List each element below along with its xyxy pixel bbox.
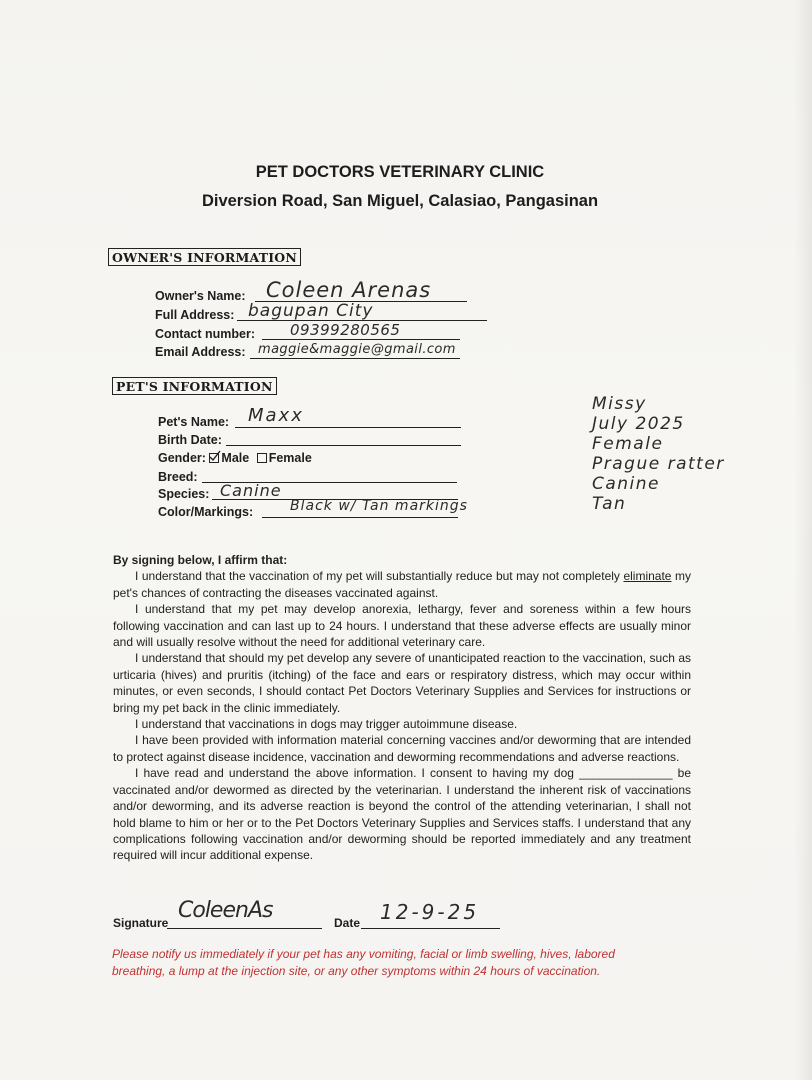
- consent-block: [113, 552, 691, 864]
- date-value[interactable]: 12-9-25: [380, 900, 480, 924]
- species-label: Species:: [158, 487, 210, 501]
- full-address-value[interactable]: bagupan City: [248, 301, 374, 321]
- consent-paragraph-2: I understand that my pet may develop anorexia, lethargy, fever and soreness within a few hours following vaccination and can last up to 24 hours. I understand that these adverse effects are usually minor and will usually resolve without the need for additional veterinary care.: [113, 602, 691, 650]
- pet-name-line: [235, 427, 461, 428]
- check-mark-icon: [209, 450, 221, 462]
- consent-paragraph-3: I understand that should my pet develop any severe of unanticipated reaction to the vaccination, such as urticaria (hives) and pruritis (itching) of the face and ears or respiratory distress, which may occur within minutes, or even seconds, I should contact Pet Doctors Veterinary Supplies and Services for instructions or bring my pet back in the clinic immediately.: [113, 651, 691, 715]
- gender-label: [158, 451, 312, 465]
- color-markings-line: [262, 517, 458, 518]
- email-address-line: [250, 358, 460, 359]
- page-edge-shadow: [794, 0, 812, 1080]
- side-note: Female: [592, 434, 664, 454]
- birth-date-line[interactable]: [226, 445, 461, 446]
- color-markings-label: Color/Markings:: [158, 505, 254, 519]
- owner-name-label: Owner's Name:: [155, 289, 246, 303]
- consent-paragraph-4: I understand that vaccinations in dogs may trigger autoimmune disease.: [135, 717, 518, 732]
- consent-paragraph-1: I understand that the vaccination of my pet will substantially reduce but may not completely eliminate my pet's chances of contracting the diseases vaccinated against.: [113, 569, 691, 600]
- clinic-name: PET DOCTORS VETERINARY CLINIC: [255, 163, 545, 181]
- email-address-value[interactable]: maggie&maggie@gmail.com: [258, 342, 456, 357]
- female-checkbox[interactable]: [257, 453, 267, 463]
- post-vaccination-notice: Please notify us immediately if your pet has any vomiting, facial or limb swelling, hives, labored breathing, a lump at the injection site, or any other symptoms within 24 hours of vaccination.: [112, 947, 615, 978]
- pet-name-value[interactable]: Maxx: [248, 405, 304, 426]
- side-note: Tan: [592, 494, 627, 514]
- owner-name-value[interactable]: Coleen Arenas: [266, 278, 432, 302]
- signature-line: [167, 928, 322, 929]
- male-option-label: Male: [221, 451, 250, 465]
- pet-section-title: PET'S INFORMATION: [112, 377, 277, 395]
- consent-paragraph-5: I have been provided with information material concerning vaccines and/or deworming that are intended to protect against disease incidence, vaccination and deworming recommendations and adverse reactions.: [113, 733, 691, 764]
- side-notes: [592, 394, 725, 514]
- email-address-label: Email Address:: [155, 345, 246, 359]
- owner-section-title: OWNER'S INFORMATION: [108, 248, 301, 266]
- contact-number-line: [262, 339, 460, 340]
- underlined-word: eliminate: [623, 569, 672, 584]
- side-note: Prague ratter: [592, 454, 725, 474]
- species-value[interactable]: Canine: [220, 481, 282, 500]
- side-note: Missy: [592, 394, 647, 414]
- contact-number-label: Contact number:: [155, 327, 255, 341]
- color-markings-value[interactable]: Black w/ Tan markings: [290, 498, 468, 514]
- side-note: Canine: [592, 474, 661, 494]
- clinic-address: Diversion Road, San Miguel, Calasiao, Pangasinan: [201, 192, 599, 210]
- date-line: [361, 928, 500, 929]
- contact-number-value[interactable]: 09399280565: [290, 321, 401, 339]
- consent-heading: By signing below, I affirm that:: [113, 553, 288, 567]
- signature-value[interactable]: ColeenAs: [178, 898, 273, 923]
- male-checkbox[interactable]: [209, 453, 219, 463]
- breed-label: Breed:: [158, 470, 198, 484]
- date-label: Date: [334, 916, 361, 930]
- female-option-label: Female: [268, 451, 312, 465]
- full-address-label: Full Address:: [155, 308, 235, 322]
- birth-date-label: Birth Date:: [158, 433, 222, 447]
- side-note: July 2025: [592, 414, 685, 434]
- gender-label-text: Gender:: [158, 451, 206, 465]
- pet-name-label: Pet's Name:: [158, 415, 230, 429]
- consent-paragraph-6: I have read and understand the above information. I consent to having my dog ______________ be vaccinated and/or dewormed as directed by the veterinarian. I understand the inherent risk of vaccinations and/or deworming, and its adverse reaction is beyond the control of the attending veterinarian, I shall not hold blame to him or her or to the Pet Doctors Veterinary Supplies and Services staffs. I understand that any complications following vaccination and/or deworming should be reported immediately and any treatment required will incur additional expense.: [113, 766, 691, 863]
- signature-label: Signature: [113, 916, 169, 930]
